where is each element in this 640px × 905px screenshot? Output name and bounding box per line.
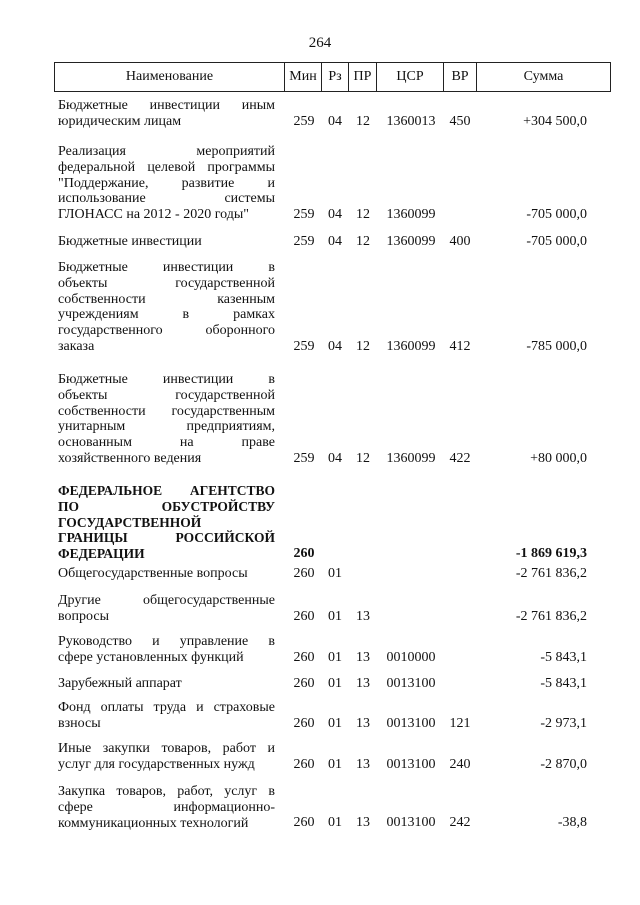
row-amount: -705 000,0 bbox=[526, 233, 587, 249]
row-ministry-code: 260 bbox=[293, 608, 315, 624]
row-name bbox=[58, 260, 275, 355]
row-name-line: Реализация мероприятий bbox=[58, 144, 275, 159]
row-subsection-code: 13 bbox=[356, 675, 370, 691]
row-subsection-code: 12 bbox=[356, 207, 370, 222]
header-rz: Рз bbox=[322, 63, 349, 91]
row-name-line: объекты государственной bbox=[58, 275, 275, 291]
table-row bbox=[58, 98, 610, 130]
row-name-line: хозяйственного ведения bbox=[58, 450, 202, 466]
row-section-code: 01 bbox=[328, 815, 342, 831]
row-name-line: объекты государственной bbox=[58, 387, 275, 403]
table-row bbox=[58, 741, 610, 773]
row-target-article-code: 1360013 bbox=[386, 113, 436, 129]
row-name-line: ГРАНИЦЫ РОССИЙСКОЙ bbox=[58, 530, 275, 546]
row-name-line: Бюджетные инвестиции в bbox=[58, 372, 275, 387]
row-ministry-code: 260 bbox=[293, 546, 315, 561]
row-name-line: вопросы bbox=[58, 608, 109, 624]
row-subsection-code: 12 bbox=[356, 338, 370, 354]
row-ministry-code: 260 bbox=[293, 675, 315, 691]
row-ministry-code: 260 bbox=[293, 815, 315, 831]
row-name-line: Иные закупки товаров, работ и bbox=[58, 741, 275, 756]
table-row bbox=[58, 483, 610, 562]
row-name-line: Бюджетные инвестиции bbox=[58, 234, 202, 249]
row-target-article-code: 0013100 bbox=[386, 675, 436, 691]
row-section-code: 04 bbox=[328, 450, 342, 466]
row-target-article-code: 0013100 bbox=[386, 815, 436, 831]
table-row bbox=[58, 676, 610, 692]
row-subsection-code: 13 bbox=[356, 756, 370, 772]
row-target-article-code: 1360099 bbox=[386, 450, 436, 466]
row-amount: -785 000,0 bbox=[526, 338, 587, 354]
row-amount: -2 973,1 bbox=[540, 715, 587, 731]
row-section-code: 04 bbox=[328, 113, 342, 129]
row-expense-type-code: 400 bbox=[449, 233, 471, 249]
row-name bbox=[58, 566, 275, 582]
table-row bbox=[58, 566, 610, 582]
row-name-line: Фонд оплаты труда и страховые bbox=[58, 700, 275, 715]
row-name-line: ФЕДЕРАЦИИ bbox=[58, 546, 145, 562]
row-ministry-code: 259 bbox=[293, 113, 315, 129]
row-ministry-code: 259 bbox=[293, 233, 315, 249]
row-expense-type-code: 121 bbox=[449, 715, 471, 731]
row-name-line: коммуникационных технологий bbox=[58, 815, 249, 831]
row-subsection-code: 12 bbox=[356, 450, 370, 466]
row-name-line: услуг для государственных нужд bbox=[58, 756, 255, 772]
row-target-article-code: 1360099 bbox=[386, 233, 436, 249]
row-name-line: ФЕДЕРАЛЬНОЕ АГЕНТСТВО bbox=[58, 483, 275, 498]
row-name bbox=[58, 676, 275, 692]
row-expense-type-code: 450 bbox=[449, 113, 471, 129]
table-row bbox=[58, 634, 610, 666]
row-expense-type-code: 242 bbox=[449, 815, 471, 831]
row-target-article-code: 1360099 bbox=[386, 207, 436, 222]
row-amount: -5 843,1 bbox=[540, 675, 587, 691]
table-row bbox=[58, 784, 610, 831]
table-row bbox=[58, 593, 610, 625]
row-subsection-code: 12 bbox=[356, 113, 370, 129]
row-subsection-code: 13 bbox=[356, 649, 370, 665]
row-ministry-code: 259 bbox=[293, 450, 315, 466]
row-ministry-code: 260 bbox=[293, 565, 315, 581]
row-name-line: ПО ОБУСТРОЙСТВУ bbox=[58, 498, 275, 514]
row-amount: +304 500,0 bbox=[523, 113, 587, 129]
row-amount: -2 870,0 bbox=[540, 756, 587, 772]
row-section-code: 04 bbox=[328, 338, 342, 354]
row-expense-type-code: 240 bbox=[449, 756, 471, 772]
row-target-article-code: 1360099 bbox=[386, 338, 436, 354]
row-amount: +80 000,0 bbox=[530, 450, 587, 466]
row-section-code: 01 bbox=[328, 565, 342, 581]
row-name bbox=[58, 234, 275, 250]
row-name-line: ГЛОНАСС на 2012 - 2020 годы" bbox=[58, 207, 249, 223]
page-number: 264 bbox=[308, 35, 332, 51]
row-name-line: собственности государственным bbox=[58, 403, 275, 419]
row-name-line: сфере установленных функций bbox=[58, 649, 244, 665]
row-name-line: Другие общегосударственные bbox=[58, 593, 275, 608]
row-name-line: унитарным предприятиям, bbox=[58, 419, 275, 435]
row-name bbox=[58, 372, 275, 467]
row-name bbox=[58, 98, 275, 130]
table-row bbox=[58, 260, 610, 355]
row-subsection-code: 13 bbox=[356, 715, 370, 731]
header-min: Мин bbox=[285, 63, 322, 91]
row-section-code: 01 bbox=[328, 715, 342, 731]
row-amount: -705 000,0 bbox=[526, 207, 587, 222]
row-name-line: "Поддержание, развитие и bbox=[58, 175, 275, 191]
row-name bbox=[58, 700, 275, 732]
row-name bbox=[58, 593, 275, 625]
row-name-line: сфере информационно- bbox=[58, 799, 275, 815]
row-name-line: использование системы bbox=[58, 191, 275, 207]
row-expense-type-code: 422 bbox=[449, 450, 471, 466]
header-csr: ЦСР bbox=[377, 63, 444, 91]
row-section-code: 01 bbox=[328, 675, 342, 691]
row-name-line: учреждениям в рамках bbox=[58, 307, 275, 323]
row-subsection-code: 13 bbox=[356, 608, 370, 624]
row-name bbox=[58, 144, 275, 223]
header-sum: Сумма bbox=[523, 69, 564, 84]
row-name-line: Руководство и управление в bbox=[58, 634, 275, 649]
row-name bbox=[58, 483, 275, 562]
row-name-line: взносы bbox=[58, 715, 101, 731]
row-amount: -2 761 836,2 bbox=[515, 565, 587, 581]
row-section-code: 01 bbox=[328, 649, 342, 665]
row-section-code: 01 bbox=[328, 608, 342, 624]
table-row bbox=[58, 700, 610, 732]
row-name-line: Зарубежный аппарат bbox=[58, 676, 182, 691]
header-vr: ВР bbox=[444, 63, 477, 91]
row-name-line: юридическим лицам bbox=[58, 113, 182, 129]
row-section-code: 01 bbox=[328, 756, 342, 772]
row-ministry-code: 260 bbox=[293, 649, 315, 665]
row-subsection-code: 13 bbox=[356, 815, 370, 831]
row-ministry-code: 259 bbox=[293, 207, 315, 222]
row-section-code: 04 bbox=[328, 207, 342, 222]
row-ministry-code: 259 bbox=[293, 338, 315, 354]
row-name-line: основанным на праве bbox=[58, 435, 275, 451]
row-name bbox=[58, 784, 275, 831]
row-name-line: собственности казенным bbox=[58, 291, 275, 307]
row-name-line: заказа bbox=[58, 338, 95, 354]
row-name-line: Бюджетные инвестиции в bbox=[58, 260, 275, 275]
row-amount: -38,8 bbox=[557, 815, 587, 831]
row-name-line: государственного оборонного bbox=[58, 323, 275, 339]
row-ministry-code: 260 bbox=[293, 715, 315, 731]
row-name bbox=[58, 634, 275, 666]
table-row bbox=[58, 234, 610, 250]
row-name-line: Бюджетные инвестиции иным bbox=[58, 98, 275, 113]
row-amount: -5 843,1 bbox=[540, 649, 587, 665]
row-name-line: федеральной целевой программы bbox=[58, 159, 275, 175]
row-name-line: Общегосударственные вопросы bbox=[58, 566, 248, 581]
row-amount: -1 869 619,3 bbox=[515, 546, 587, 561]
header-pr: ПР bbox=[349, 63, 377, 91]
row-amount: -2 761 836,2 bbox=[515, 608, 587, 624]
row-name-line: ГОСУДАРСТВЕННОЙ bbox=[58, 514, 202, 530]
table-row bbox=[58, 372, 610, 467]
table-row bbox=[58, 144, 610, 223]
header-name: Наименование bbox=[55, 63, 285, 91]
row-subsection-code: 12 bbox=[356, 233, 370, 249]
row-ministry-code: 260 bbox=[293, 756, 315, 772]
row-section-code: 04 bbox=[328, 233, 342, 249]
row-target-article-code: 0010000 bbox=[386, 649, 436, 665]
row-name-line: Закупка товаров, работ, услуг в bbox=[58, 784, 275, 799]
row-target-article-code: 0013100 bbox=[386, 715, 436, 731]
row-name bbox=[58, 741, 275, 773]
row-target-article-code: 0013100 bbox=[386, 756, 436, 772]
row-expense-type-code: 412 bbox=[449, 338, 471, 354]
table-header bbox=[54, 62, 611, 92]
